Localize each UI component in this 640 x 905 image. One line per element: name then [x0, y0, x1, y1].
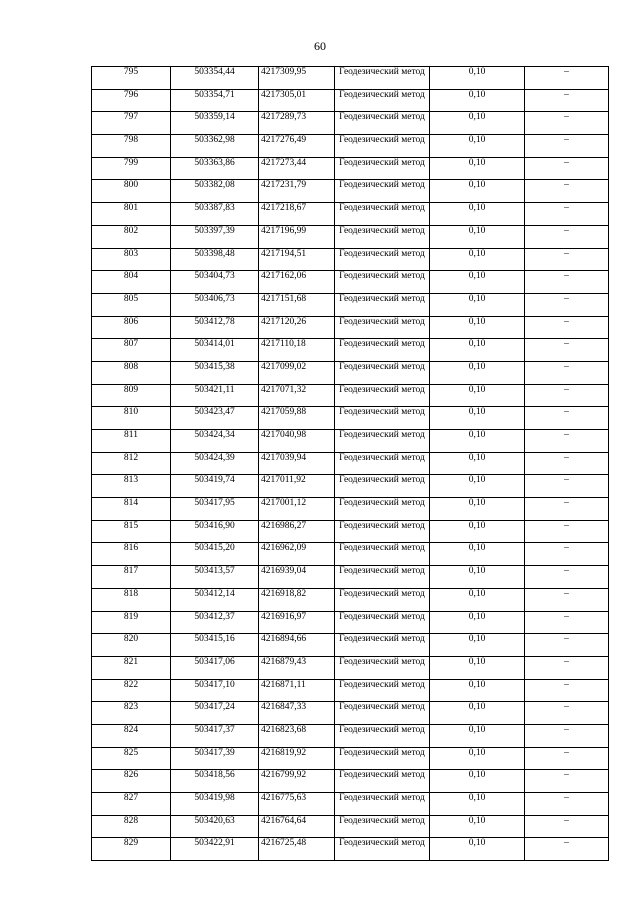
table-row — [92, 588, 609, 611]
table-row — [92, 793, 609, 816]
description-cell: – — [525, 293, 609, 316]
accuracy-cell: 0,10 — [430, 611, 525, 634]
y-coordinate-cell: 4217162,06 — [259, 271, 335, 294]
method-cell: Геодезический метод — [335, 475, 430, 498]
table-row — [92, 316, 609, 339]
table-row — [92, 89, 609, 112]
x-coordinate-cell: 503354,71 — [171, 89, 259, 112]
accuracy-cell: 0,10 — [430, 293, 525, 316]
x-coordinate-cell: 503419,74 — [171, 475, 259, 498]
description-cell: – — [525, 679, 609, 702]
accuracy-cell: 0,10 — [430, 271, 525, 294]
y-coordinate-cell: 4217001,12 — [259, 498, 335, 521]
description-cell: – — [525, 793, 609, 816]
method-cell: Геодезический метод — [335, 634, 430, 657]
table-row — [92, 475, 609, 498]
x-coordinate-cell: 503415,16 — [171, 634, 259, 657]
accuracy-cell: 0,10 — [430, 838, 525, 861]
accuracy-cell: 0,10 — [430, 452, 525, 475]
point-number-cell: 821 — [92, 656, 171, 679]
description-cell: – — [525, 203, 609, 226]
y-coordinate-cell: 4217305,01 — [259, 89, 335, 112]
table-row — [92, 180, 609, 203]
accuracy-cell: 0,10 — [430, 793, 525, 816]
y-coordinate-cell: 4217059,88 — [259, 407, 335, 430]
point-number-cell: 805 — [92, 293, 171, 316]
x-coordinate-cell: 503414,01 — [171, 339, 259, 362]
table-row — [92, 293, 609, 316]
point-number-cell: 825 — [92, 747, 171, 770]
table-row — [92, 611, 609, 634]
table-row — [92, 838, 609, 861]
point-number-cell: 802 — [92, 225, 171, 248]
x-coordinate-cell: 503354,44 — [171, 67, 259, 90]
point-number-cell: 818 — [92, 588, 171, 611]
x-coordinate-cell: 503382,08 — [171, 180, 259, 203]
method-cell: Геодезический метод — [335, 384, 430, 407]
accuracy-cell: 0,10 — [430, 339, 525, 362]
table-row — [92, 430, 609, 453]
description-cell: – — [525, 67, 609, 90]
point-number-cell: 809 — [92, 384, 171, 407]
method-cell: Геодезический метод — [335, 316, 430, 339]
method-cell: Геодезический метод — [335, 611, 430, 634]
y-coordinate-cell: 4217231,79 — [259, 180, 335, 203]
method-cell: Геодезический метод — [335, 339, 430, 362]
x-coordinate-cell: 503418,56 — [171, 770, 259, 793]
y-coordinate-cell: 4216879,43 — [259, 656, 335, 679]
x-coordinate-cell: 503424,34 — [171, 430, 259, 453]
point-number-cell: 815 — [92, 520, 171, 543]
table-row — [92, 543, 609, 566]
y-coordinate-cell: 4216799,92 — [259, 770, 335, 793]
point-number-cell: 817 — [92, 566, 171, 589]
x-coordinate-cell: 503362,98 — [171, 135, 259, 158]
point-number-cell: 807 — [92, 339, 171, 362]
point-number-cell: 829 — [92, 838, 171, 861]
description-cell: – — [525, 248, 609, 271]
description-cell: – — [525, 407, 609, 430]
description-cell: – — [525, 430, 609, 453]
accuracy-cell: 0,10 — [430, 702, 525, 725]
method-cell: Геодезический метод — [335, 520, 430, 543]
accuracy-cell: 0,10 — [430, 248, 525, 271]
accuracy-cell: 0,10 — [430, 316, 525, 339]
point-number-cell: 827 — [92, 793, 171, 816]
y-coordinate-cell: 4217194,51 — [259, 248, 335, 271]
method-cell: Геодезический метод — [335, 770, 430, 793]
description-cell: – — [525, 361, 609, 384]
point-number-cell: 796 — [92, 89, 171, 112]
point-number-cell: 801 — [92, 203, 171, 226]
table-row — [92, 566, 609, 589]
method-cell: Геодезический метод — [335, 702, 430, 725]
description-cell: – — [525, 588, 609, 611]
table-row — [92, 225, 609, 248]
x-coordinate-cell: 503417,10 — [171, 679, 259, 702]
table-row — [92, 339, 609, 362]
point-number-cell: 823 — [92, 702, 171, 725]
table-row — [92, 724, 609, 747]
table-row — [92, 815, 609, 838]
description-cell: – — [525, 271, 609, 294]
table-row — [92, 679, 609, 702]
y-coordinate-cell: 4217289,73 — [259, 112, 335, 135]
y-coordinate-cell: 4217099,02 — [259, 361, 335, 384]
description-cell: – — [525, 135, 609, 158]
x-coordinate-cell: 503397,39 — [171, 225, 259, 248]
x-coordinate-cell: 503415,20 — [171, 543, 259, 566]
point-number-cell: 814 — [92, 498, 171, 521]
description-cell: – — [525, 634, 609, 657]
method-cell: Геодезический метод — [335, 361, 430, 384]
accuracy-cell: 0,10 — [430, 157, 525, 180]
method-cell: Геодезический метод — [335, 203, 430, 226]
table-row — [92, 203, 609, 226]
accuracy-cell: 0,10 — [430, 225, 525, 248]
accuracy-cell: 0,10 — [430, 203, 525, 226]
y-coordinate-cell: 4217276,49 — [259, 135, 335, 158]
description-cell: – — [525, 384, 609, 407]
x-coordinate-cell: 503417,95 — [171, 498, 259, 521]
table-row — [92, 407, 609, 430]
table-row — [92, 248, 609, 271]
accuracy-cell: 0,10 — [430, 475, 525, 498]
point-number-cell: 808 — [92, 361, 171, 384]
point-number-cell: 810 — [92, 407, 171, 430]
y-coordinate-cell: 4217039,94 — [259, 452, 335, 475]
method-cell: Геодезический метод — [335, 293, 430, 316]
method-cell: Геодезический метод — [335, 543, 430, 566]
point-number-cell: 813 — [92, 475, 171, 498]
accuracy-cell: 0,10 — [430, 361, 525, 384]
x-coordinate-cell: 503398,48 — [171, 248, 259, 271]
description-cell: – — [525, 339, 609, 362]
table-row — [92, 135, 609, 158]
accuracy-cell: 0,10 — [430, 543, 525, 566]
point-number-cell: 795 — [92, 67, 171, 90]
x-coordinate-cell: 503420,63 — [171, 815, 259, 838]
accuracy-cell: 0,10 — [430, 815, 525, 838]
method-cell: Геодезический метод — [335, 656, 430, 679]
x-coordinate-cell: 503387,83 — [171, 203, 259, 226]
table-row — [92, 452, 609, 475]
y-coordinate-cell: 4217273,44 — [259, 157, 335, 180]
y-coordinate-cell: 4216939,04 — [259, 566, 335, 589]
description-cell: – — [525, 543, 609, 566]
x-coordinate-cell: 503359,14 — [171, 112, 259, 135]
method-cell: Геодезический метод — [335, 180, 430, 203]
y-coordinate-cell: 4217218,67 — [259, 203, 335, 226]
y-coordinate-cell: 4216962,09 — [259, 543, 335, 566]
description-cell: – — [525, 815, 609, 838]
method-cell: Геодезический метод — [335, 679, 430, 702]
description-cell: – — [525, 770, 609, 793]
x-coordinate-cell: 503417,06 — [171, 656, 259, 679]
y-coordinate-cell: 4217120,26 — [259, 316, 335, 339]
point-number-cell: 811 — [92, 430, 171, 453]
y-coordinate-cell: 4217110,18 — [259, 339, 335, 362]
method-cell: Геодезический метод — [335, 452, 430, 475]
description-cell: – — [525, 180, 609, 203]
method-cell: Геодезический метод — [335, 724, 430, 747]
y-coordinate-cell: 4217011,92 — [259, 475, 335, 498]
x-coordinate-cell: 503423,47 — [171, 407, 259, 430]
x-coordinate-cell: 503417,24 — [171, 702, 259, 725]
description-cell: – — [525, 475, 609, 498]
description-cell: – — [525, 498, 609, 521]
coordinates-table — [91, 66, 609, 861]
description-cell: – — [525, 702, 609, 725]
accuracy-cell: 0,10 — [430, 634, 525, 657]
method-cell: Геодезический метод — [335, 157, 430, 180]
method-cell: Геодезический метод — [335, 747, 430, 770]
y-coordinate-cell: 4217309,95 — [259, 67, 335, 90]
method-cell: Геодезический метод — [335, 815, 430, 838]
x-coordinate-cell: 503406,73 — [171, 293, 259, 316]
table-row — [92, 520, 609, 543]
accuracy-cell: 0,10 — [430, 430, 525, 453]
method-cell: Геодезический метод — [335, 407, 430, 430]
table-row — [92, 361, 609, 384]
method-cell: Геодезический метод — [335, 135, 430, 158]
point-number-cell: 822 — [92, 679, 171, 702]
method-cell: Геодезический метод — [335, 588, 430, 611]
x-coordinate-cell: 503419,98 — [171, 793, 259, 816]
coordinates-table-body — [92, 67, 609, 861]
accuracy-cell: 0,10 — [430, 724, 525, 747]
description-cell: – — [525, 157, 609, 180]
y-coordinate-cell: 4217071,32 — [259, 384, 335, 407]
description-cell: – — [525, 838, 609, 861]
accuracy-cell: 0,10 — [430, 679, 525, 702]
table-row — [92, 770, 609, 793]
point-number-cell: 819 — [92, 611, 171, 634]
method-cell: Геодезический метод — [335, 838, 430, 861]
point-number-cell: 820 — [92, 634, 171, 657]
method-cell: Геодезический метод — [335, 112, 430, 135]
accuracy-cell: 0,10 — [430, 747, 525, 770]
description-cell: – — [525, 566, 609, 589]
y-coordinate-cell: 4216986,27 — [259, 520, 335, 543]
x-coordinate-cell: 503416,90 — [171, 520, 259, 543]
method-cell: Геодезический метод — [335, 430, 430, 453]
x-coordinate-cell: 503422,91 — [171, 838, 259, 861]
method-cell: Геодезический метод — [335, 89, 430, 112]
accuracy-cell: 0,10 — [430, 498, 525, 521]
x-coordinate-cell: 503413,57 — [171, 566, 259, 589]
method-cell: Геодезический метод — [335, 498, 430, 521]
description-cell: – — [525, 316, 609, 339]
accuracy-cell: 0,10 — [430, 407, 525, 430]
x-coordinate-cell: 503412,14 — [171, 588, 259, 611]
accuracy-cell: 0,10 — [430, 135, 525, 158]
x-coordinate-cell: 503412,37 — [171, 611, 259, 634]
point-number-cell: 798 — [92, 135, 171, 158]
description-cell: – — [525, 656, 609, 679]
point-number-cell: 812 — [92, 452, 171, 475]
x-coordinate-cell: 503412,78 — [171, 316, 259, 339]
point-number-cell: 828 — [92, 815, 171, 838]
y-coordinate-cell: 4216916,97 — [259, 611, 335, 634]
x-coordinate-cell: 503404,73 — [171, 271, 259, 294]
accuracy-cell: 0,10 — [430, 770, 525, 793]
y-coordinate-cell: 4216847,33 — [259, 702, 335, 725]
method-cell: Геодезический метод — [335, 248, 430, 271]
y-coordinate-cell: 4216725,48 — [259, 838, 335, 861]
x-coordinate-cell: 503424,39 — [171, 452, 259, 475]
table-row — [92, 634, 609, 657]
x-coordinate-cell: 503417,39 — [171, 747, 259, 770]
y-coordinate-cell: 4216918,82 — [259, 588, 335, 611]
point-number-cell: 797 — [92, 112, 171, 135]
method-cell: Геодезический метод — [335, 67, 430, 90]
description-cell: – — [525, 225, 609, 248]
table-row — [92, 271, 609, 294]
accuracy-cell: 0,10 — [430, 384, 525, 407]
point-number-cell: 799 — [92, 157, 171, 180]
description-cell: – — [525, 747, 609, 770]
x-coordinate-cell: 503363,86 — [171, 157, 259, 180]
accuracy-cell: 0,10 — [430, 656, 525, 679]
point-number-cell: 816 — [92, 543, 171, 566]
description-cell: – — [525, 611, 609, 634]
y-coordinate-cell: 4216871,11 — [259, 679, 335, 702]
method-cell: Геодезический метод — [335, 793, 430, 816]
point-number-cell: 826 — [92, 770, 171, 793]
y-coordinate-cell: 4217040,98 — [259, 430, 335, 453]
accuracy-cell: 0,10 — [430, 180, 525, 203]
table-row — [92, 112, 609, 135]
y-coordinate-cell: 4216764,64 — [259, 815, 335, 838]
accuracy-cell: 0,10 — [430, 566, 525, 589]
table-row — [92, 498, 609, 521]
x-coordinate-cell: 503415,38 — [171, 361, 259, 384]
accuracy-cell: 0,10 — [430, 588, 525, 611]
point-number-cell: 803 — [92, 248, 171, 271]
y-coordinate-cell: 4216894,66 — [259, 634, 335, 657]
table-row — [92, 656, 609, 679]
y-coordinate-cell: 4216819,92 — [259, 747, 335, 770]
page-number: 60 — [314, 39, 326, 53]
x-coordinate-cell: 503421,11 — [171, 384, 259, 407]
table-row — [92, 384, 609, 407]
method-cell: Геодезический метод — [335, 566, 430, 589]
table-row — [92, 67, 609, 90]
description-cell: – — [525, 89, 609, 112]
table-row — [92, 702, 609, 725]
accuracy-cell: 0,10 — [430, 112, 525, 135]
accuracy-cell: 0,10 — [430, 520, 525, 543]
y-coordinate-cell: 4216775,63 — [259, 793, 335, 816]
description-cell: – — [525, 452, 609, 475]
description-cell: – — [525, 112, 609, 135]
method-cell: Геодезический метод — [335, 271, 430, 294]
point-number-cell: 804 — [92, 271, 171, 294]
x-coordinate-cell: 503417,37 — [171, 724, 259, 747]
point-number-cell: 806 — [92, 316, 171, 339]
description-cell: – — [525, 724, 609, 747]
description-cell: – — [525, 520, 609, 543]
point-number-cell: 824 — [92, 724, 171, 747]
table-row — [92, 747, 609, 770]
y-coordinate-cell: 4216823,68 — [259, 724, 335, 747]
accuracy-cell: 0,10 — [430, 67, 525, 90]
table-row — [92, 157, 609, 180]
method-cell: Геодезический метод — [335, 225, 430, 248]
y-coordinate-cell: 4217151,68 — [259, 293, 335, 316]
accuracy-cell: 0,10 — [430, 89, 525, 112]
point-number-cell: 800 — [92, 180, 171, 203]
y-coordinate-cell: 4217196,99 — [259, 225, 335, 248]
